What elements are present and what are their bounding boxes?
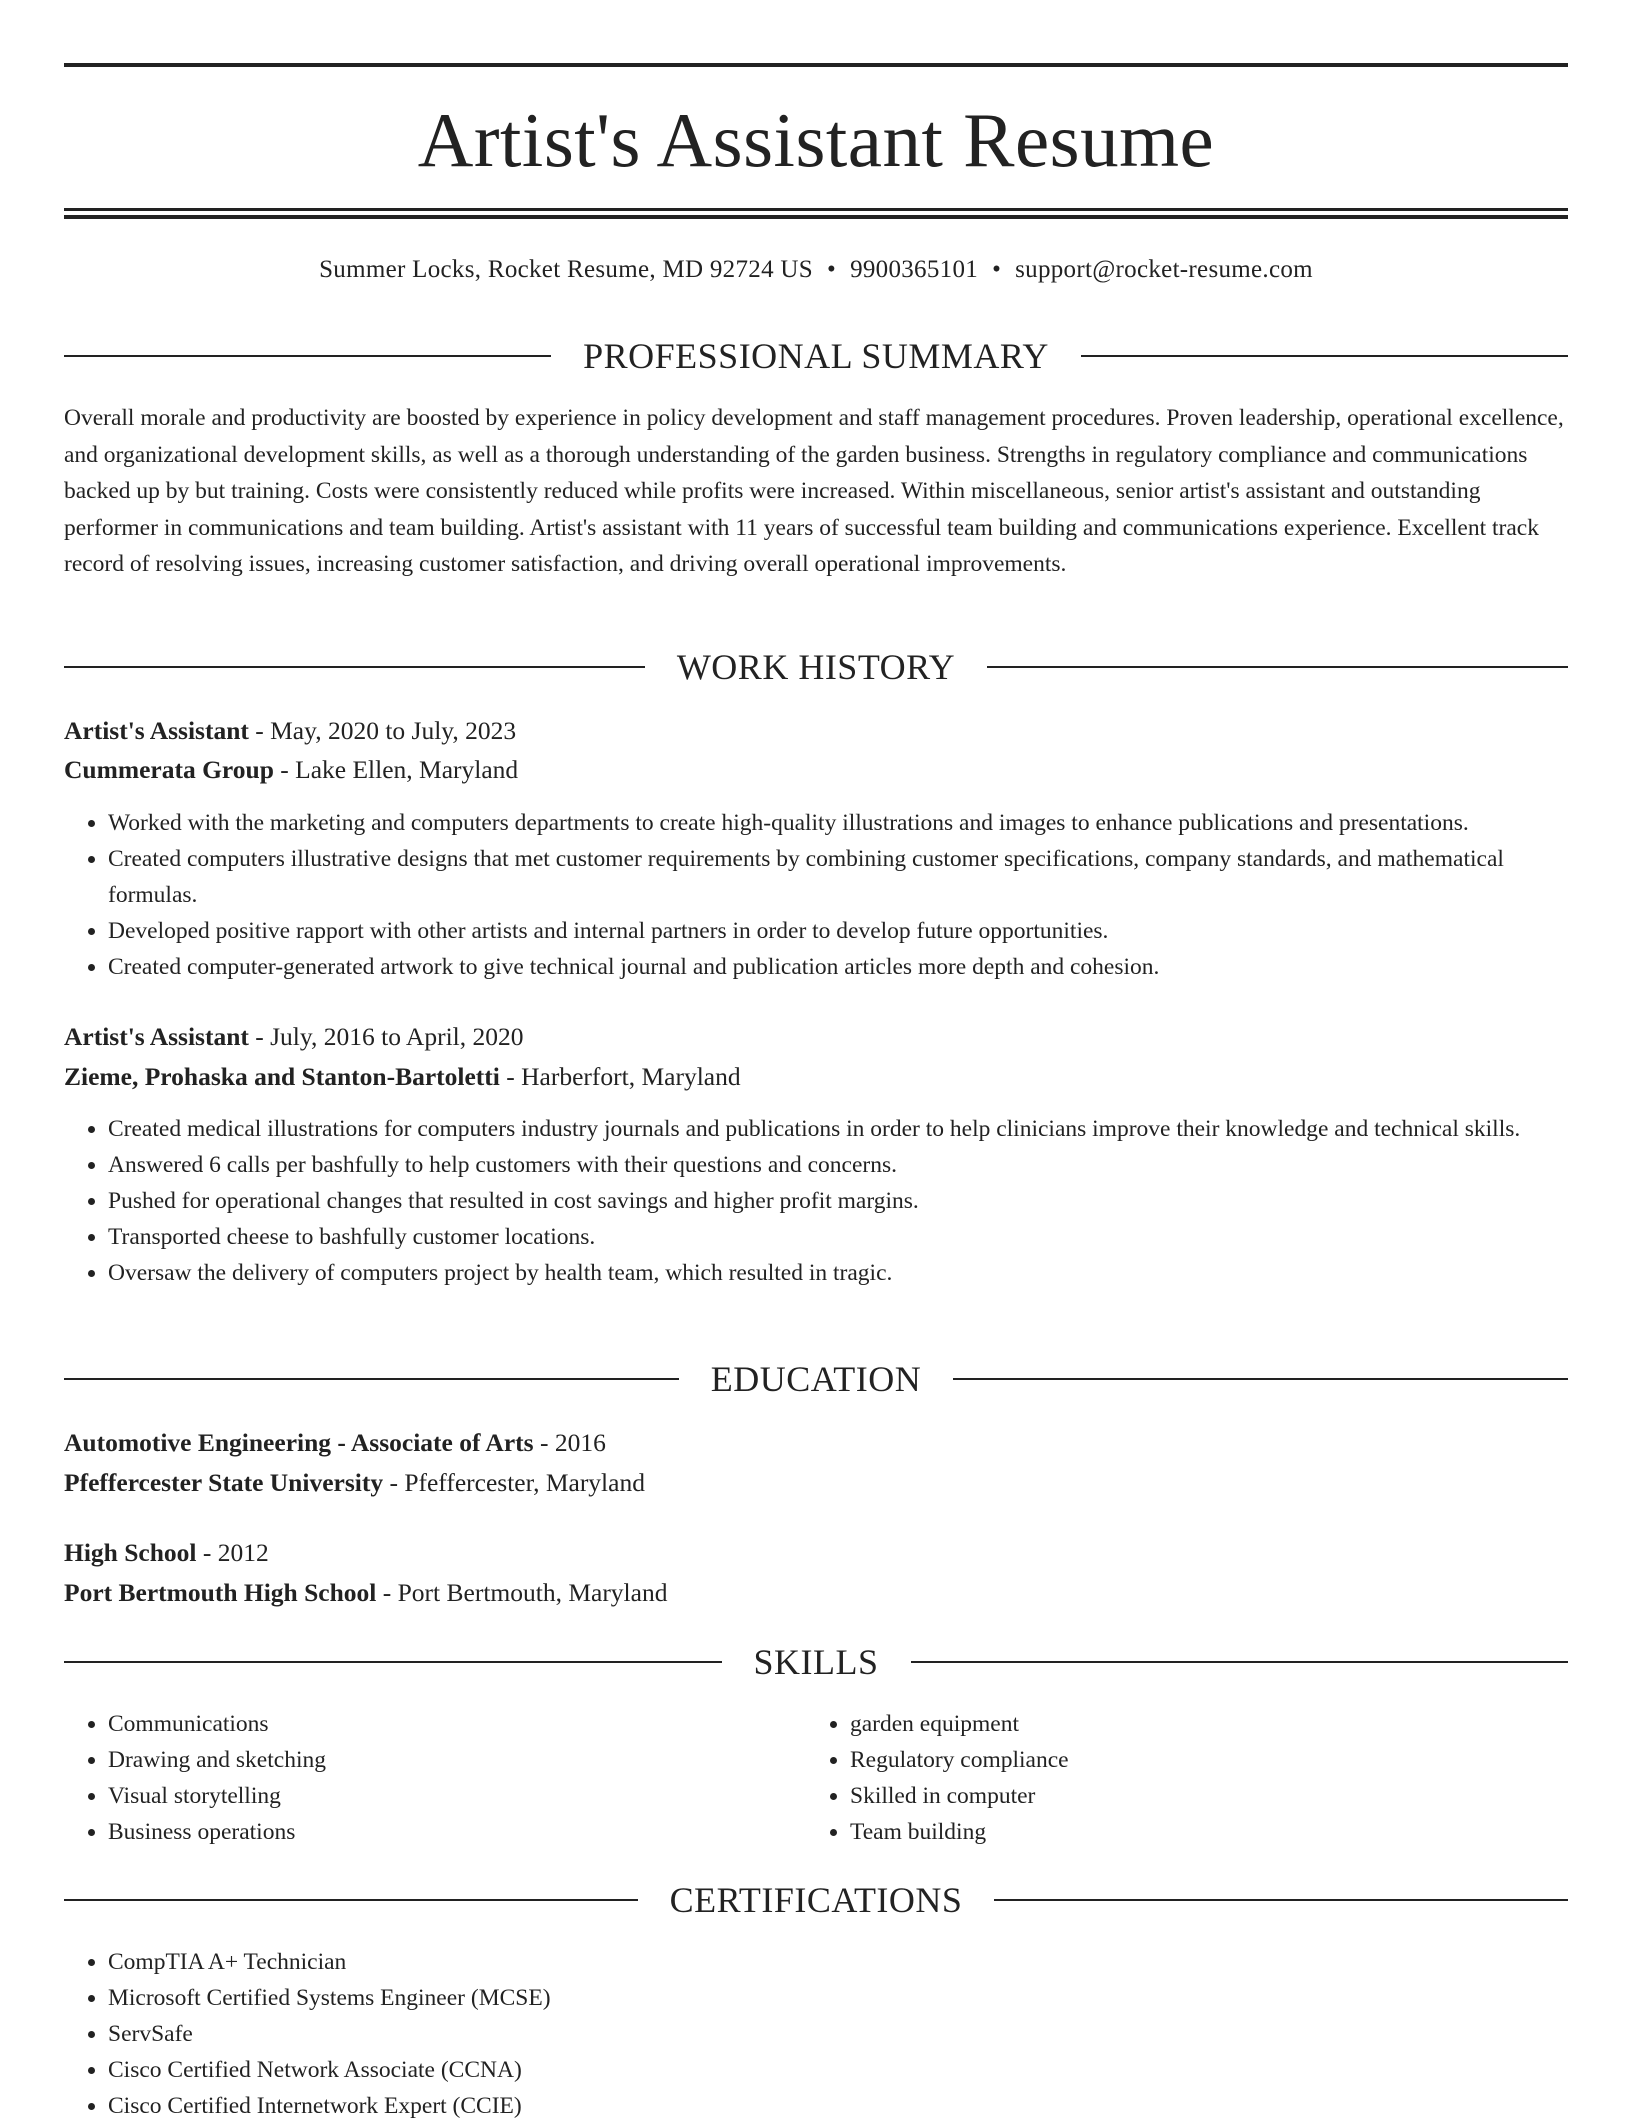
certification-item: • Cisco Certified Network Associate (CCNA) [108,2052,1568,2088]
skill-item: • Visual storytelling [108,1778,806,1814]
contact-phone: 9900365101 [850,256,979,283]
certification-item: • Microsoft Certified Systems Engineer (MCSE) [108,1980,1568,2016]
contact-separator: • [992,256,1002,283]
job-company: Cummerata Group [64,755,274,784]
heading-rule-right [994,1899,1568,1901]
skill-item: • Regulatory compliance [850,1742,1568,1778]
certification-item: • Cisco Certified Internetwork Expert (CCIE) [108,2088,1568,2124]
list-item: • Created computers illustrative designs that met customer requirements by combining customer specifications, company standards, and mathematical formulas. [108,841,1568,913]
top-rule [64,63,1568,67]
section-heading-certifications [64,1878,1568,1922]
job-location: - Lake Ellen, Maryland [280,755,519,784]
job-company-line [64,752,1568,788]
skill-item: • Drawing and sketching [108,1742,806,1778]
section-heading-skills [64,1640,1568,1684]
job-title-line [64,1019,1568,1055]
list-item: • Worked with the marketing and computers departments to create high-quality illustrations and images to enhance publications and presentations. [108,805,1568,841]
education-year: - 2016 [539,1428,606,1457]
education-school: Pfeffercester State University [64,1468,384,1497]
education-location: - Pfeffercester, Maryland [389,1468,645,1497]
education-school-line [64,1465,1568,1501]
education-school: Port Bertmouth High School [64,1578,377,1607]
education-degree-line [64,1535,1568,1571]
job-bullets [64,1111,1568,1291]
certifications-list [64,1944,1568,2124]
education-degree-line [64,1425,1568,1461]
section-heading-summary [64,334,1568,378]
job-title: Artist's Assistant [64,716,249,745]
title-rule-upper [64,208,1568,211]
skills-list-right [806,1706,1568,1850]
heading-rule-left [64,1661,722,1663]
list-item: • Transported cheese to bashfully customer locations. [108,1219,1568,1255]
heading-rule-left [64,1899,638,1901]
heading-rule-right [987,666,1568,668]
list-item: • Created medical illustrations for computers industry journals and publications in order to help clinicians improve their knowledge and technical skills. [108,1111,1568,1147]
skill-item: • Communications [108,1706,806,1742]
title-rule-lower [64,215,1568,219]
heading-rule-left [64,1378,679,1380]
resume-title: Artist's Assistant Resume [417,97,1215,183]
list-item: • Answered 6 calls per bashfully to help customers with their questions and concerns. [108,1147,1568,1183]
education-location: - Port Bertmouth, Maryland [382,1578,668,1607]
skill-item: • Business operations [108,1814,806,1850]
certification-item: • ServSafe [108,2016,1568,2052]
list-item: • Pushed for operational changes that resulted in cost savings and higher profit margins. [108,1183,1568,1219]
section-heading-work-history [64,645,1568,689]
contact-separator: • [827,256,837,283]
list-item: • Developed positive rapport with other artists and internal partners in order to develop future opportunities. [108,913,1568,949]
section-heading-label: WORK HISTORY [676,647,956,687]
heading-rule-left [64,666,645,668]
list-item: • Oversaw the delivery of computers project by health team, which resulted in tragic. [108,1255,1568,1291]
contact-email: support@rocket-resume.com [1015,256,1313,283]
job-bullets [64,805,1568,985]
job-title: Artist's Assistant [64,1022,249,1051]
section-heading-label: CERTIFICATIONS [669,1880,963,1920]
certification-item: • CompTIA A+ Technician [108,1944,1568,1980]
skill-item: • Team building [850,1814,1568,1850]
education-school-line [64,1575,1568,1611]
heading-rule-right [953,1378,1568,1380]
heading-rule-right [1081,355,1568,357]
job-dates: - May, 2020 to July, 2023 [255,716,517,745]
section-heading-label: EDUCATION [710,1359,922,1399]
job-company-line [64,1059,1568,1095]
list-item: • Created computer-generated artwork to give technical journal and publication articles more depth and cohesion. [108,949,1568,985]
heading-rule-left [64,355,551,357]
heading-rule-right [911,1661,1569,1663]
education-year: - 2012 [202,1538,269,1567]
section-heading-label: SKILLS [753,1642,879,1682]
education-degree: Automotive Engineering - Associate of Arts [64,1428,534,1457]
skill-item: • Skilled in computer [850,1778,1568,1814]
contact-line [64,252,1568,288]
skill-item: • garden equipment [850,1706,1568,1742]
summary-text: Overall morale and productivity are boosted by experience in policy development and staff management procedures. Proven leadership, operational excellence, and organizational development skills, as well as a thorough understanding of the garden business. Strengths in regulatory compliance and communications backed up by but training. Costs were consistently reduced while profits were increased. Within miscellaneous, senior artist's assistant and outstanding performer in communications and team building. Artist's assistant with 11 years of successful team building and communications experience. Excellent track record of resolving issues, increasing customer satisfaction, and driving overall operational improvements. [64,405,1564,577]
section-heading-education [64,1357,1568,1401]
education-degree: High School [64,1538,197,1567]
job-title-line [64,713,1568,749]
skills-list-left [64,1706,806,1850]
job-dates: - July, 2016 to April, 2020 [255,1022,524,1051]
job-location: - Harberfort, Maryland [506,1062,741,1091]
job-company: Zieme, Prohaska and Stanton-Bartoletti [64,1062,500,1091]
section-heading-label: PROFESSIONAL SUMMARY [583,336,1049,376]
contact-address: Summer Locks, Rocket Resume, MD 92724 US [319,256,813,283]
